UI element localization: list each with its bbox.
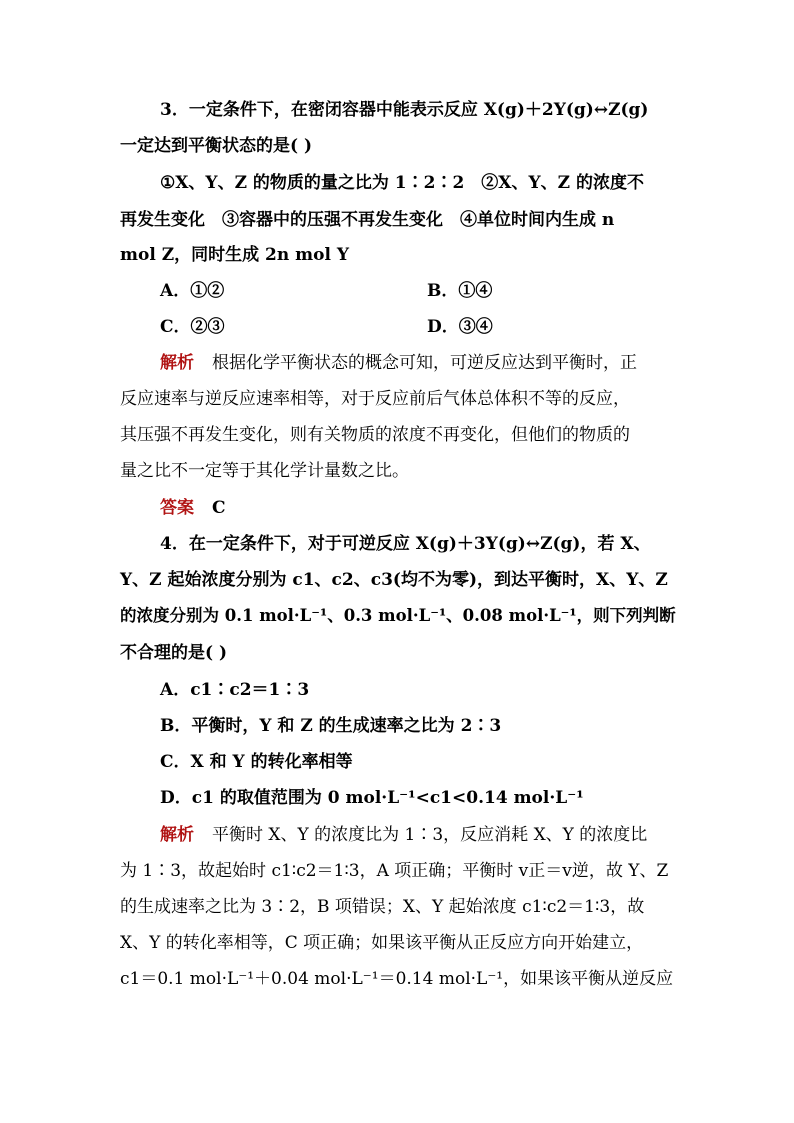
q3-option-d: D．③④ [427, 317, 493, 337]
q3-stem-line-1: 3．一定条件下，在密闭容器中能表示反应 X(g)＋2Y(g)↔Z(g) [160, 100, 649, 120]
q3-option-c: C．②③ [160, 317, 225, 337]
q4-stem-line-1: 4．在一定条件下，对于可逆反应 X(g)＋3Y(g)↔Z(g)，若 X、 [160, 534, 651, 554]
q3-stem-line-2: 一定达到平衡状态的是( ) [120, 136, 313, 156]
q4-option-b: B．平衡时，Y 和 Z 的生成速率之比为 2∶3 [160, 716, 502, 736]
q4-analysis-line-3: 的生成速率之比为 3∶2，B 项错误；X、Y 起始浓度 c1∶c2＝1∶3，故 [120, 897, 645, 917]
q4-analysis-text-1: 平衡时 X、Y 的浓度比为 1∶3，反应消耗 X、Y 的浓度比 [212, 825, 648, 845]
q3-analysis-line-1 [160, 345, 637, 381]
q3-condition-line-2: 再发生变化 ③容器中的压强不再发生变化 ④单位时间内生成 n [120, 210, 615, 230]
q4-analysis-label: 解析 [160, 825, 194, 845]
q3-analysis-text-1: 根据化学平衡状态的概念可知，可逆反应达到平衡时，正 [212, 353, 637, 373]
q4-stem-line-2: Y、Z 起始浓度分别为 c1、c2、c3(均不为零)，到达平衡时，X、Y、Z [120, 570, 668, 590]
q3-answer-value: C [212, 498, 226, 518]
q3-condition-line-3: mol Z，同时生成 2n mol Y [120, 245, 349, 265]
q4-analysis-line-2: 为 1∶3，故起始时 c1∶c2＝1∶3，A 项正确；平衡时 v正＝v逆，故 Y、Z [120, 861, 669, 881]
q3-analysis-line-2: 反应速率与逆反应速率相等，对于反应前后气体总体积不等的反应， [120, 389, 630, 409]
q4-option-d: D．c1 的取值范围为 0 mol·L⁻¹<c1<0.14 mol·L⁻¹ [160, 788, 584, 808]
q3-condition-line-1: ①X、Y、Z 的物质的量之比为 1∶2∶2 ②X、Y、Z 的浓度不 [160, 173, 644, 193]
q3-option-a: A．①② [160, 281, 225, 301]
q4-stem-line-4: 不合理的是( ) [120, 643, 228, 663]
q4-stem-line-3: 的浓度分别为 0.1 mol·L⁻¹、0.3 mol·L⁻¹、0.08 mol·L⁻¹，则下列判断 [120, 606, 676, 625]
q4-analysis-line-1 [160, 817, 647, 853]
q4-analysis-line-4: X、Y 的转化率相等，C 项正确；如果该平衡从正反应方向开始建立， [120, 933, 644, 953]
q4-option-c: C．X 和 Y 的转化率相等 [160, 752, 353, 772]
q3-answer-line [160, 490, 226, 526]
q3-option-b: B．①④ [427, 281, 493, 301]
q3-answer-label: 答案 [160, 498, 194, 518]
q3-analysis-line-3: 其压强不再发生变化，则有关物质的浓度不再变化，但他们的物质的 [120, 425, 630, 445]
q3-analysis-label: 解析 [160, 353, 194, 373]
q3-analysis-line-4: 量之比不一定等于其化学计量数之比。 [120, 461, 409, 481]
q4-analysis-line-5: c1＝0.1 mol·L⁻¹＋0.04 mol·L⁻¹＝0.14 mol·L⁻¹，如果该平衡从逆反应 [120, 969, 674, 989]
q4-option-a: A．c1∶c2＝1∶3 [160, 680, 310, 700]
